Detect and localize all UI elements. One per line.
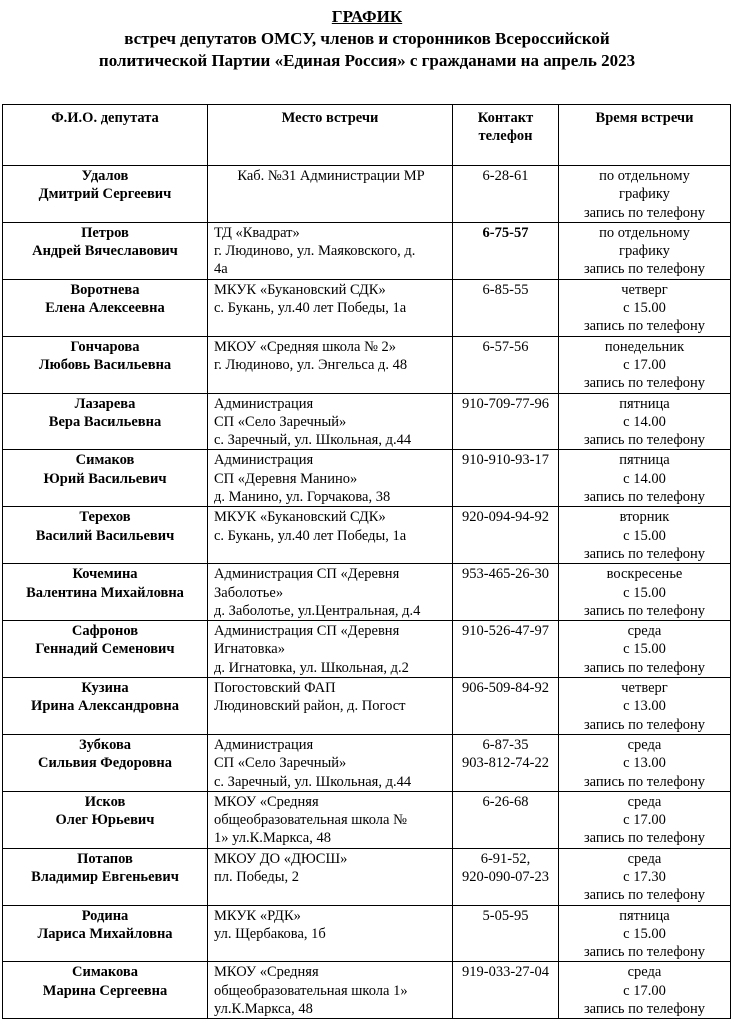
- meeting-time: понедельник с 17.00 запись по телефону: [559, 336, 731, 393]
- contact-phone: 6-91-52, 920-090-07-23: [453, 848, 559, 905]
- table-row: [3, 336, 731, 393]
- header-place: Место встречи: [208, 105, 453, 166]
- deputy-name: Родина Лариса Михайловна: [3, 905, 208, 962]
- meeting-place: МКОУ ДО «ДЮСШ» пл. Победы, 2: [208, 848, 453, 905]
- meeting-place: МКОУ «Средняя школа № 2» г. Людиново, ул. Энгельса д. 48: [208, 336, 453, 393]
- table-row: [3, 564, 731, 621]
- table-row: [3, 848, 731, 905]
- contact-phone: 6-57-56: [453, 336, 559, 393]
- meeting-time: пятница с 14.00 запись по телефону: [559, 393, 731, 450]
- deputy-name: Потапов Владимир Евгеньевич: [3, 848, 208, 905]
- meeting-time: среда с 17.00 запись по телефону: [559, 791, 731, 848]
- meeting-time: по отдельному графику запись по телефону: [559, 166, 731, 223]
- table-row: [3, 962, 731, 1019]
- deputy-name: Воротнева Елена Алексеевна: [3, 279, 208, 336]
- deputy-name: Зубкова Сильвия Федоровна: [3, 734, 208, 791]
- meeting-place: Администрация СП «Село Заречный» с. Заречный, ул. Школьная, д.44: [208, 734, 453, 791]
- contact-phone: 906-509-84-92: [453, 678, 559, 735]
- meeting-time: воскресенье с 15.00 запись по телефону: [559, 564, 731, 621]
- meeting-place: Погостовский ФАП Людиновский район, д. Погост: [208, 678, 453, 735]
- meeting-time: четверг с 13.00 запись по телефону: [559, 678, 731, 735]
- deputy-name: Исков Олег Юрьевич: [3, 791, 208, 848]
- meeting-place: Администрация СП «Деревня Заболотье» д. Заболотье, ул.Центральная, д.4: [208, 564, 453, 621]
- contact-phone: 910-709-77-96: [453, 393, 559, 450]
- table-row: [3, 166, 731, 223]
- deputy-name: Удалов Дмитрий Сергеевич: [3, 166, 208, 223]
- table-header-row: [3, 105, 731, 166]
- table-row: [3, 222, 731, 279]
- title-heading: ГРАФИК: [331, 7, 403, 26]
- meeting-place: МКОУ «Средняя общеобразовательная школа № 1» ул.К.Маркса, 48: [208, 791, 453, 848]
- deputy-name: Кузина Ирина Александровна: [3, 678, 208, 735]
- contact-phone: 920-094-94-92: [453, 507, 559, 564]
- header-name: Ф.И.О. депутата: [3, 105, 208, 166]
- contact-phone: 6-26-68: [453, 791, 559, 848]
- meeting-place: МКУК «Букановский СДК» с. Букань, ул.40 лет Победы, 1а: [208, 279, 453, 336]
- meeting-place: МКУК «РДК» ул. Щербакова, 1б: [208, 905, 453, 962]
- deputy-name: Петров Андрей Вячеславович: [3, 222, 208, 279]
- contact-phone: 6-85-55: [453, 279, 559, 336]
- table-row: [3, 393, 731, 450]
- schedule-table: [2, 104, 731, 1019]
- meeting-time: пятница с 14.00 запись по телефону: [559, 450, 731, 507]
- contact-phone: 953-465-26-30: [453, 564, 559, 621]
- meeting-time: среда с 15.00 запись по телефону: [559, 621, 731, 678]
- table-row: [3, 734, 731, 791]
- contact-phone: 919-033-27-04: [453, 962, 559, 1019]
- table-row: [3, 791, 731, 848]
- meeting-place: МКУК «Букановский СДК» с. Букань, ул.40 лет Победы, 1а: [208, 507, 453, 564]
- table-row: [3, 450, 731, 507]
- contact-phone: 5-05-95: [453, 905, 559, 962]
- header-phone: Контакт телефон: [453, 105, 559, 166]
- meeting-time: четверг с 15.00 запись по телефону: [559, 279, 731, 336]
- meeting-time: по отдельному графику запись по телефону: [559, 222, 731, 279]
- meeting-time: пятница с 15.00 запись по телефону: [559, 905, 731, 962]
- table-row: [3, 621, 731, 678]
- deputy-name: Сафронов Геннадий Семенович: [3, 621, 208, 678]
- meeting-time: среда с 17.30 запись по телефону: [559, 848, 731, 905]
- contact-phone: 910-526-47-97: [453, 621, 559, 678]
- deputy-name: Симакова Марина Сергеевна: [3, 962, 208, 1019]
- meeting-place: Каб. №31 Администрации МР: [208, 166, 453, 223]
- deputy-name: Гончарова Любовь Васильевна: [3, 336, 208, 393]
- title-subtitle-line2: политической Партии «Единая Россия» с гражданами на апрель 2023: [98, 51, 636, 70]
- meeting-time: вторник с 15.00 запись по телефону: [559, 507, 731, 564]
- contact-phone: 910-910-93-17: [453, 450, 559, 507]
- contact-phone: 6-75-57: [453, 222, 559, 279]
- table-row: [3, 905, 731, 962]
- deputy-name: Терехов Василий Васильевич: [3, 507, 208, 564]
- header-time: Время встречи: [559, 105, 731, 166]
- contact-phone: 6-87-35 903-812-74-22: [453, 734, 559, 791]
- meeting-time: среда с 13.00 запись по телефону: [559, 734, 731, 791]
- table-row: [3, 279, 731, 336]
- deputy-name: Кочемина Валентина Михайловна: [3, 564, 208, 621]
- deputy-name: Лазарева Вера Васильевна: [3, 393, 208, 450]
- meeting-place: МКОУ «Средняя общеобразовательная школа 1» ул.К.Маркса, 48: [208, 962, 453, 1019]
- meeting-time: среда с 17.00 запись по телефону: [559, 962, 731, 1019]
- document-title: [0, 6, 734, 72]
- table-row: [3, 507, 731, 564]
- meeting-place: ТД «Квадрат» г. Людиново, ул. Маяковского, д. 4а: [208, 222, 453, 279]
- table-row: [3, 678, 731, 735]
- meeting-place: Администрация СП «Деревня Манино» д. Манино, ул. Горчакова, 38: [208, 450, 453, 507]
- contact-phone: 6-28-61: [453, 166, 559, 223]
- title-subtitle-line1: встреч депутатов ОМСУ, членов и сторонников Всероссийской: [124, 29, 610, 48]
- meeting-place: Администрация СП «Деревня Игнатовка» д. Игнатовка, ул. Школьная, д.2: [208, 621, 453, 678]
- deputy-name: Симаков Юрий Васильевич: [3, 450, 208, 507]
- meeting-place: Администрация СП «Село Заречный» с. Заречный, ул. Школьная, д.44: [208, 393, 453, 450]
